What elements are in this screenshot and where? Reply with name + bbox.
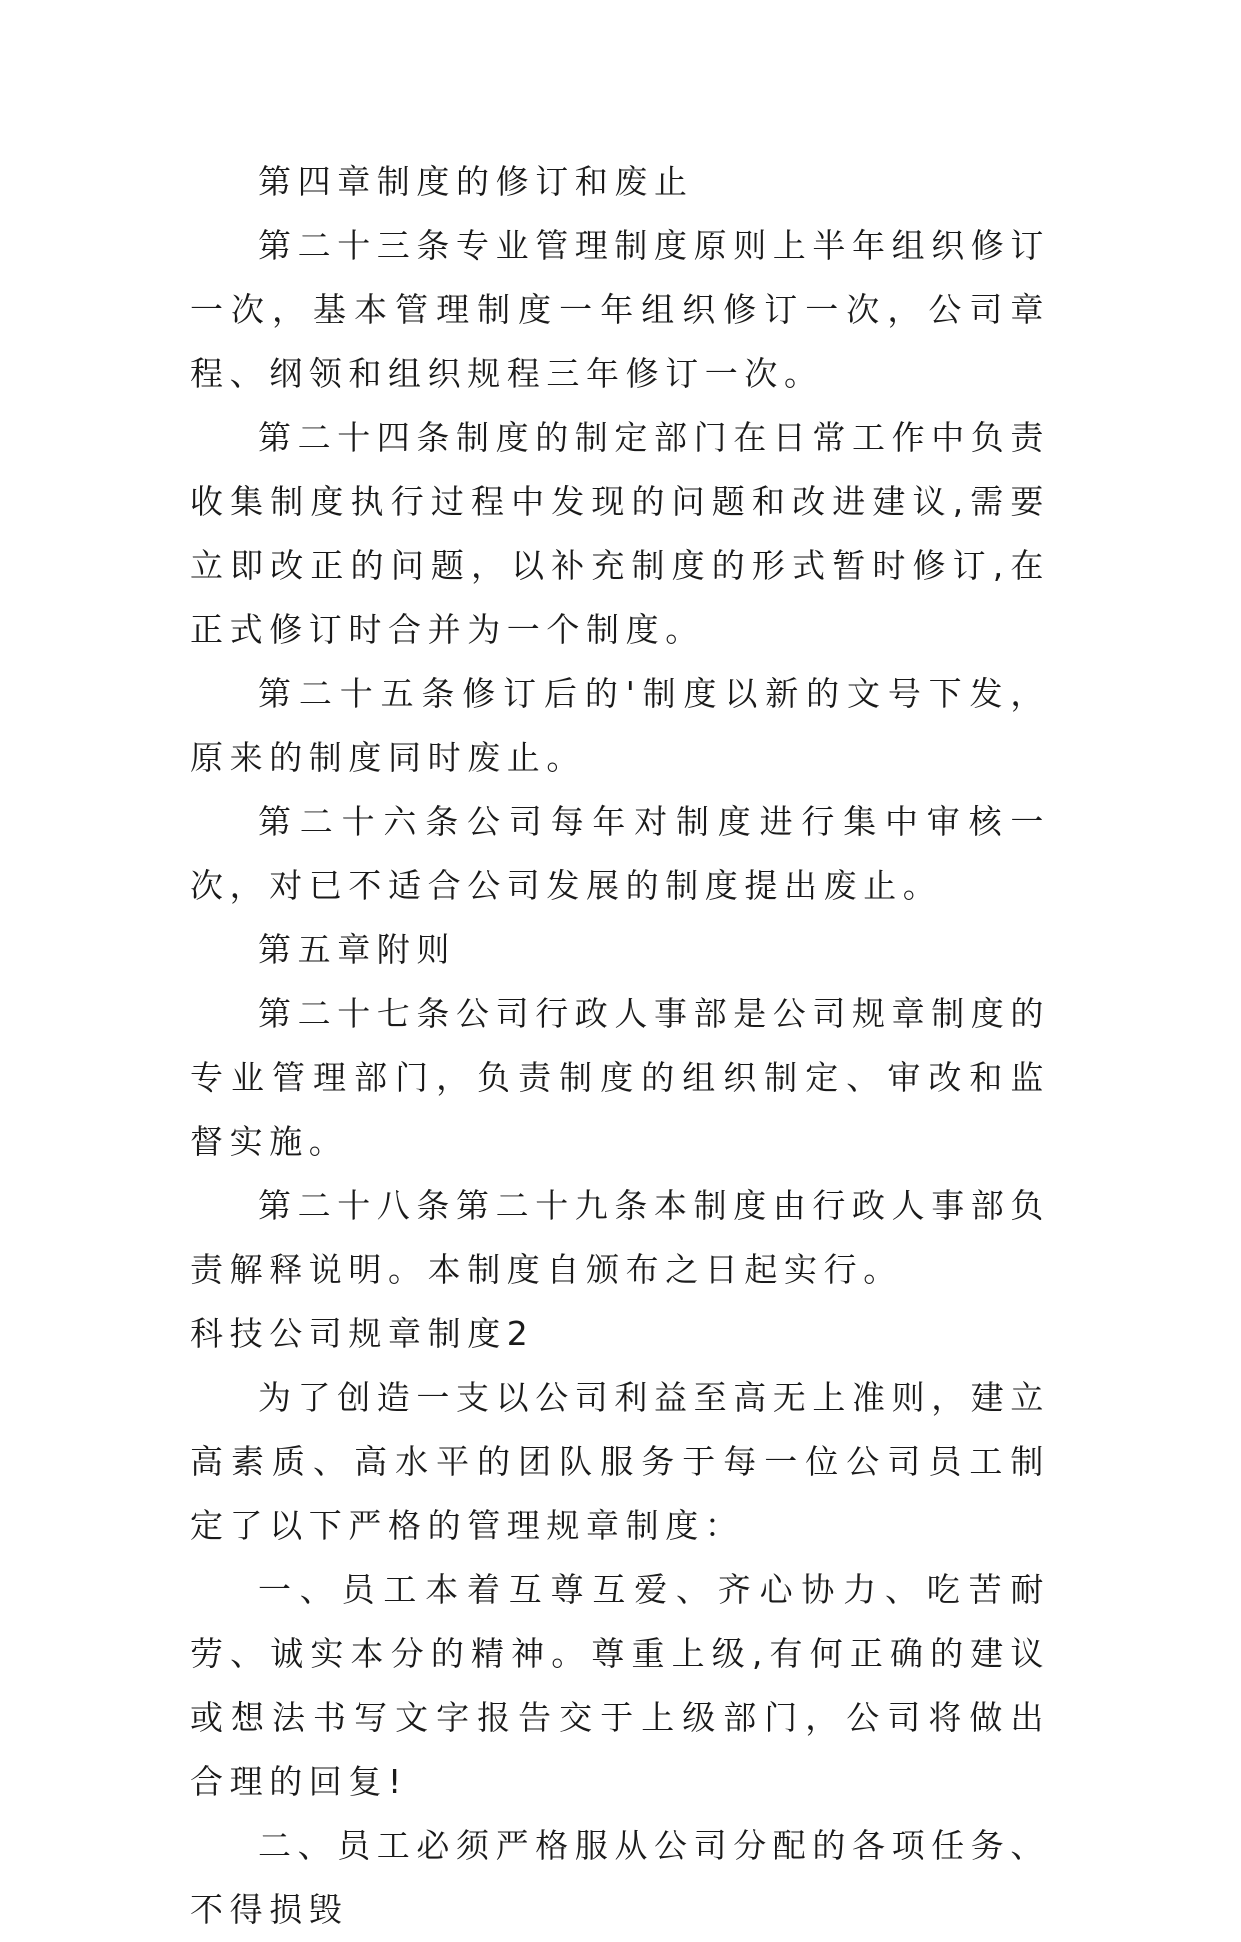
article-paragraph: 第二十八条第二十九条本制度由行政人事部负责解释说明。本制度自颁布之日起实行。 bbox=[190, 1186, 1050, 1289]
rule-paragraph: 一、员工本着互尊互爱、齐心协力、吃苦耐劳、诚实本分的精神。尊重上级,有何正确的建议或想法书写文字报告交于上级部门，公司将做出合理的回复! bbox=[190, 1570, 1050, 1801]
article-paragraph: 第二十六条公司每年对制度进行集中审核一次，对已不适合公司发展的制度提出废止。 bbox=[190, 802, 1050, 905]
article-paragraph: 第二十三条专业管理制度原则上半年组织修订一次，基本管理制度一年组织修订一次，公司章程、纲领和组织规程三年修订一次。 bbox=[190, 226, 1050, 393]
chapter-heading: 第四章制度的修订和废止 bbox=[258, 162, 694, 201]
document-body bbox=[190, 150, 1050, 1942]
body-paragraph: 为了创造一支以公司利益至高无上准则，建立高素质、高水平的团队服务于每一位公司员工制定了以下严格的管理规章制度： bbox=[190, 1378, 1050, 1545]
section-title: 科技公司规章制度2 bbox=[190, 1314, 535, 1353]
chapter-heading: 第五章附则 bbox=[258, 930, 456, 969]
article-paragraph: 第二十七条公司行政人事部是公司规章制度的专业管理部门，负责制度的组织制定、审改和监督实施。 bbox=[190, 994, 1050, 1161]
rule-paragraph: 二、员工必须严格服从公司分配的各项任务、不得损毁 bbox=[190, 1826, 1050, 1929]
article-paragraph: 第二十四条制度的制定部门在日常工作中负责收集制度执行过程中发现的问题和改进建议,需要立即改正的问题，以补充制度的形式暂时修订,在正式修订时合并为一个制度。 bbox=[190, 418, 1050, 649]
article-paragraph: 第二十五条修订后的'制度以新的文号下发，原来的制度同时废止。 bbox=[190, 674, 1050, 777]
